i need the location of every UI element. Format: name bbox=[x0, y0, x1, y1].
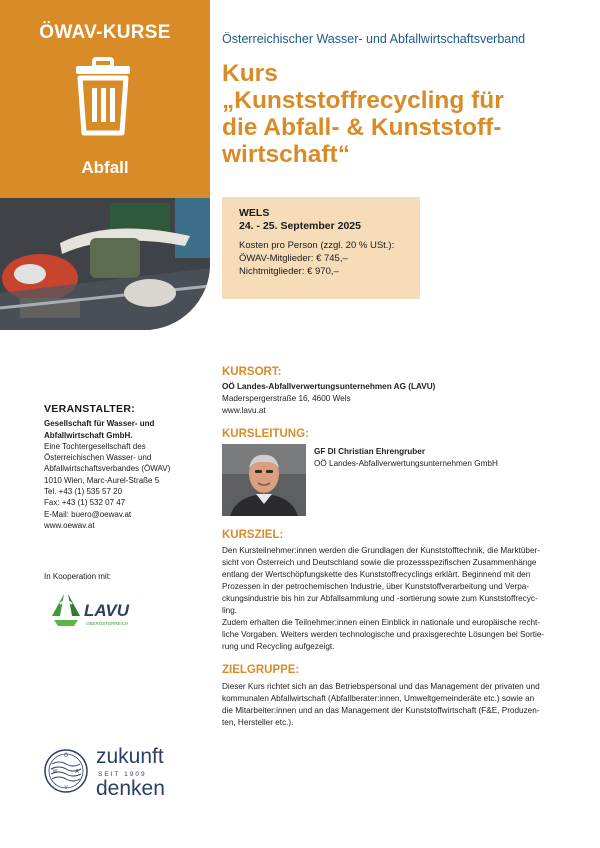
organizer-email-link[interactable]: E-Mail: buero@oewav.at bbox=[44, 509, 132, 519]
banner-category: Abfall bbox=[81, 158, 129, 177]
kursziel-heading: KURSZIEL: bbox=[222, 529, 284, 541]
organizer-line: Österreichischen Wasser- und bbox=[44, 453, 152, 463]
text-line: Prozessen in der petrochemischen Industrie, über Kunststoffverarbeitung und Verpa- bbox=[222, 582, 530, 591]
text-line: ling. bbox=[222, 606, 238, 615]
organizer-name-line: Abfallwirtschaft GmbH. bbox=[44, 430, 133, 440]
organizer-line: Abfallwirtschaftsverbandes (ÖWAV) bbox=[44, 464, 171, 474]
instructor-portrait-image bbox=[222, 444, 306, 516]
kursort-heading: KURSORT: bbox=[222, 366, 282, 378]
trash-bin-icon bbox=[72, 56, 134, 136]
organization-name: Österreichischer Wasser- und Abfallwirtschaftsverband bbox=[222, 32, 526, 46]
zielgruppe-text bbox=[222, 681, 580, 729]
text-line: kommunalen Abfallwirtschaft (Abfallberater:innen, Umweltgemeinderäte etc.) sowie an bbox=[222, 694, 535, 703]
course-title-line: wirtschaft“ bbox=[222, 141, 350, 168]
lavu-logo bbox=[46, 590, 140, 630]
organizer-phone: Tel. +43 (1) 535 57 20 bbox=[44, 487, 123, 497]
kursziel-text bbox=[222, 545, 580, 653]
course-title-line: Kurs bbox=[222, 60, 278, 87]
seal-letter: A bbox=[75, 769, 79, 775]
zielgruppe-heading: ZIELGRUPPE: bbox=[222, 664, 300, 676]
non-members-price: Nichtmitglieder: € 970,– bbox=[239, 266, 339, 277]
organizer-address: 1010 Wien, Marc-Aurel-Straße 5 bbox=[44, 475, 160, 485]
lavu-logo-text: LAVU bbox=[84, 601, 130, 620]
organizer-website-link[interactable]: www.oewav.at bbox=[44, 520, 95, 530]
instructor-organization: OÖ Landes-Abfallverwertungsunternehmen GmbH bbox=[314, 459, 498, 468]
date-and-price-box bbox=[222, 197, 420, 299]
kursort-details bbox=[222, 381, 580, 417]
logo-since: SEIT 1909 bbox=[98, 771, 147, 778]
venue-website-link[interactable]: www.lavu.at bbox=[222, 406, 266, 415]
waste-container-photo bbox=[0, 198, 210, 330]
text-line: ten, Hersteller etc.). bbox=[222, 718, 294, 727]
text-line: liche Vorgaben. Weiters werden technologische und praxisgerechte Lösungen bei Sortie- bbox=[222, 630, 545, 639]
members-price: ÖWAV-Mitglieder: € 745,– bbox=[239, 253, 348, 264]
text-line: sicht von Österreich und Deutschland sowie die prozessspezifischen Zusammenhänge bbox=[222, 558, 537, 567]
cost-label: Kosten pro Person (zzgl. 20 % USt.): bbox=[239, 240, 395, 251]
venue-name: OÖ Landes-Abfallverwertungsunternehmen AG (LAVU) bbox=[222, 382, 436, 391]
organizer-name-line: Gesellschaft für Wasser- und bbox=[44, 419, 155, 429]
course-category-banner bbox=[0, 0, 210, 198]
text-line: ckungsindustrie bis hin zur Abfallsammlung und -sortierung sowie zum Kunststoffrecyc- bbox=[222, 594, 538, 603]
text-line: entlang der Wertschöpfungskette des Kunststoffrecyclings erklärt. Beginnend mit den bbox=[222, 570, 531, 579]
kursleitung-heading: KURSLEITUNG: bbox=[222, 428, 309, 440]
venue-address: Maderspergerstraße 16, 4600 Wels bbox=[222, 394, 351, 403]
zukunft-denken-logo bbox=[44, 740, 204, 802]
logo-word-zukunft: zukunft bbox=[96, 745, 164, 768]
instructor-details bbox=[314, 446, 584, 470]
waste-photo-illustration bbox=[0, 198, 210, 330]
organizer-line: Eine Tochtergesellschaft des bbox=[44, 441, 146, 451]
course-date: 24. - 25. September 2025 bbox=[239, 220, 361, 232]
lavu-logo-subtext: OBERÖSTERREICH bbox=[86, 621, 129, 626]
text-line: rung und Recycling aufgezeigt. bbox=[222, 642, 335, 651]
course-title-line: „Kunststoffrecycling für bbox=[222, 87, 504, 114]
text-line: Zudem erhalten die Teilnehmer:innen einen Einblick in nationale und europäische recht- bbox=[222, 618, 540, 627]
cooperation-label: In Kooperation mit: bbox=[44, 572, 112, 581]
course-title bbox=[222, 60, 592, 168]
course-title-line: die Abfall- & Kunststoff- bbox=[222, 114, 502, 141]
instructor-portrait bbox=[222, 444, 306, 516]
seal-letter: V bbox=[64, 785, 68, 791]
banner-title: ÖWAV-KURSE bbox=[39, 22, 171, 43]
text-line: Den Kursteilnehmer:innen werden die Grundlagen der Kunststofftechnik, die Marktüber- bbox=[222, 546, 540, 555]
seal-letter: W bbox=[52, 769, 58, 775]
organizer-block bbox=[44, 404, 204, 531]
logo-word-denken: denken bbox=[96, 777, 165, 800]
course-location: WELS bbox=[239, 207, 270, 219]
organizer-fax: Fax: +43 (1) 532 07 47 bbox=[44, 498, 126, 508]
text-line: Dieser Kurs richtet sich an das Betriebspersonal und das Management der privaten und bbox=[222, 682, 540, 691]
text-line: die Mitarbeiter:innen und an das Management der Kunststoffwirtschaft (F&E, Produzen- bbox=[222, 706, 540, 715]
instructor-name: GF DI Christian Ehrengruber bbox=[314, 447, 425, 456]
seal-letter: Ö bbox=[64, 753, 68, 759]
organizer-heading: VERANSTALTER: bbox=[44, 403, 136, 415]
